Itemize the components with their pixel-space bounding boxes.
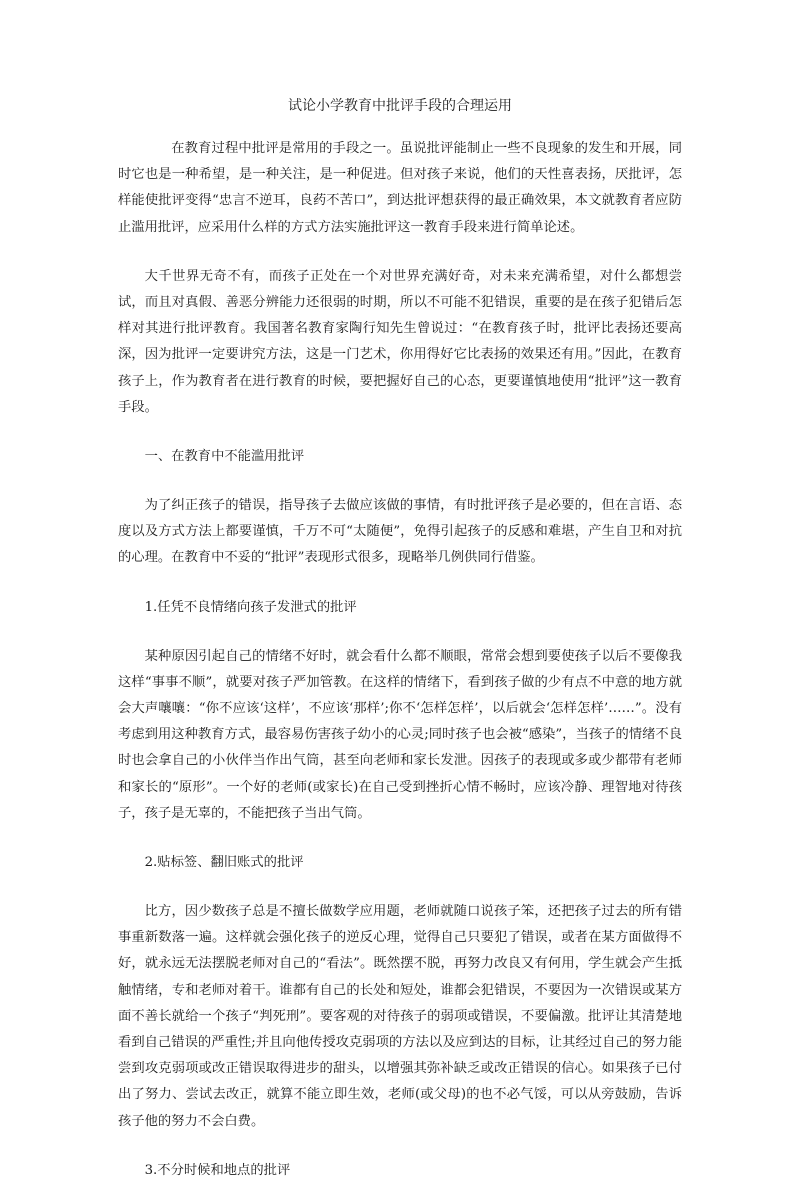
intro-paragraph-2: 大千世界无奇不有，而孩子正处在一个对世界充满好奇，对未来充满希望，对什么都想尝试，而且对真假、善恶分辨能力还很弱的时期，所以不可能不犯错误，重要的是在孩子犯错后怎样对其进行批评教育。我国著名教育家陶行知先生曾说过：“在教育孩子时，批评比表扬还要高深，因为批评一定要讲究方法，这是一门艺术，你用得好它比表扬的效果还有用。”因此，在教育孩子上，作为教育者在进行教育的时候，要把握好自己的心态，更要谨慎地使用“批评”这一教育手段。 [118,268,682,415]
subsection-heading-3: 3.不分时候和地点的批评 [144,1162,291,1178]
subsection-2-paragraph: 比方，因少数孩子总是不擅长做数学应用题，老师就随口说孩子笨，还把孩子过去的所有错事重新数落一遍。这样就会强化孩子的逆反心理，觉得自己只要犯了错误，或者在某方面做得不好，就永远无法摆脱老师对自己的“看法”。既然摆不脱，再努力改良又有何用，学生就会产生抵触情绪，专和老师对着干。谁都有自己的长处和短处，谁都会犯错误，不要因为一次错误或某方面不善长就给一个孩子“判死刑”。要客观的对待孩子的弱项或错误，不要偏激。批评让其清楚地看到自己错误的严重性;并且向他传授攻克弱项的方法以及应到达的目标，让其经过自己的努力能尝到攻克弱项或改正错误取得进步的甜头，以增强其弥补缺乏或改正错误的信心。如果孩子已付出了努力、尝试去改正，就算不能立即生效，老师(或父母)的也不必气馁，可以从旁鼓励，告诉孩子他的努力不会白费。 [118,904,682,1129]
subsection-1-paragraph: 某种原因引起自己的情绪不好时，就会看什么都不顺眼，常常会想到要使孩子以后不要像我这样“事事不顺”，就要对孩子严加管教。在这样的情绪下，看到孩子做的少有点不中意的地方就会大声嚷嚷：“你不应该‘这样’，不应该‘那样’;你不‘怎样怎样’，以后就会‘怎样怎样’……”。没有考虑到用这种教育方式，最容易伤害孩子幼小的心灵;同时孩子也会被“感染”，当孩子的情绪不良时也会拿自己的小伙伴当作出气筒，甚至向老师和家长发泄。因孩子的表现或多或少都带有老师和家长的“原形”。一个好的老师(或家长)在自己受到挫折心情不畅时，应该冷静、理智地对待孩子，孩子是无辜的，不能把孩子当出气筒。 [118,648,682,821]
document-title: 试论小学教育中批评手段的合理运用 [288,98,512,114]
intro-paragraph-1: 在教育过程中批评是常用的手段之一。虽说批评能制止一些不良现象的发生和开展，同时它也是一种希望，是一种关注，是一种促进。但对孩子来说，他们的天性喜表扬，厌批评，怎样能使批评变得“忠言不逆耳，良药不苦口”，到达批评想获得的最正确效果，本文就教育者应防止滥用批评，应采用什么样的方式方法实施批评这一教育手段来进行简单论述。 [118,141,682,235]
section-1-intro-paragraph: 为了纠正孩子的错误，指导孩子去做应该做的事情，有时批评孩子是必要的，但在言语、态度以及方式方法上都要谨慎，千万不可“太随便”，免得引起孩子的反感和难堪，产生自卫和对抗的心理。在教育中不妥的“批评”表现形式很多，现略举几例供同行借鉴。 [118,498,682,566]
subsection-heading-1: 1.任凭不良情绪向孩子发泄式的批评 [144,599,357,615]
section-heading-1: 一、在教育中不能滥用批评 [144,449,305,465]
subsection-heading-2: 2.贴标签、翻旧账式的批评 [144,855,304,871]
